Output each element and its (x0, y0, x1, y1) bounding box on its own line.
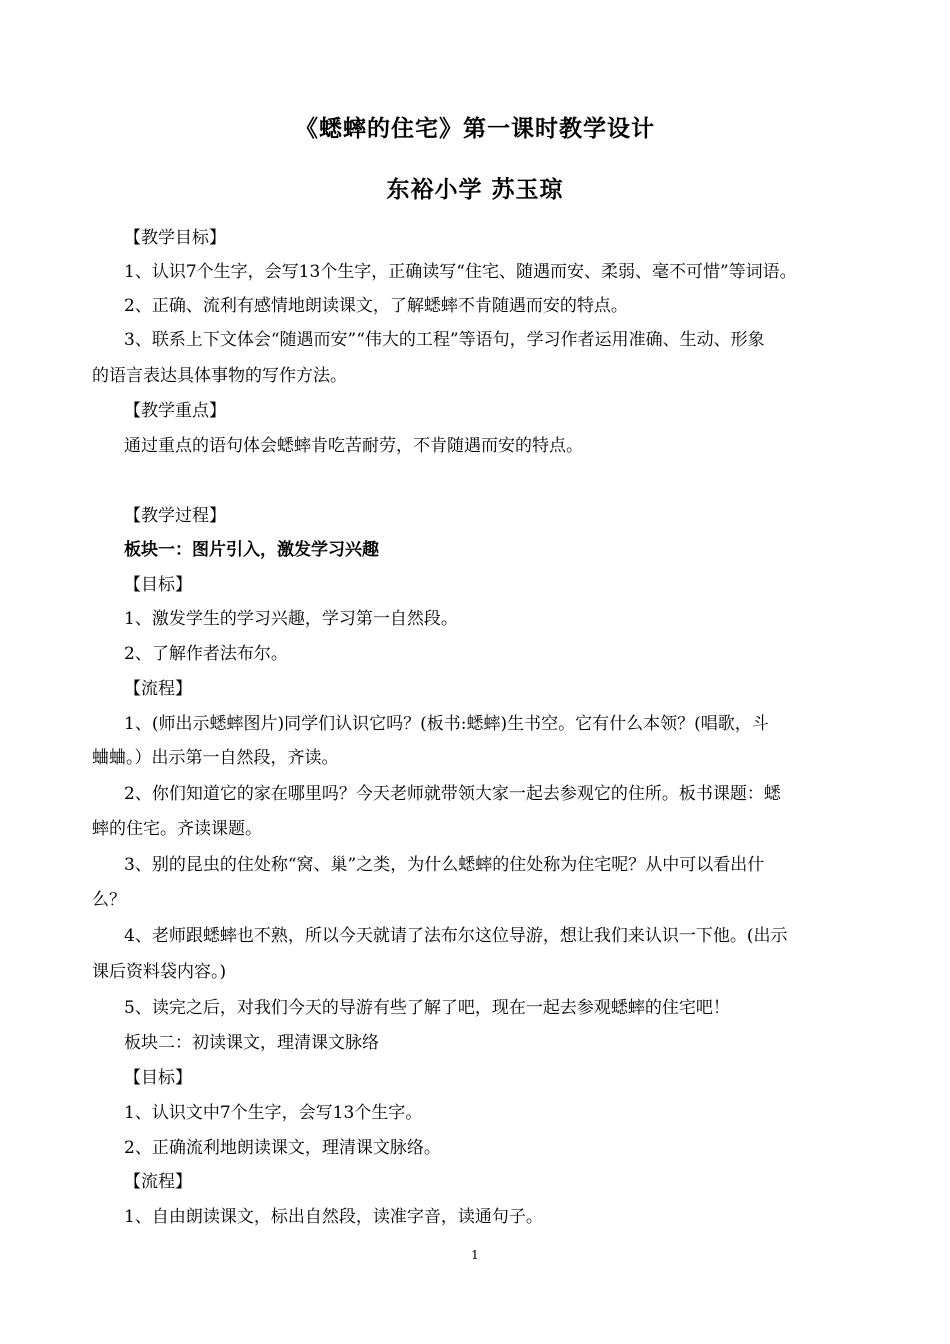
block-2-flow-1: 1、自由朗读课文，标出自然段，读准字音，读通句子。 (124, 1207, 543, 1227)
key-points-text: 通过重点的语句体会蟋蟀肯吃苦耐劳，不肯随遇而安的特点。 (124, 436, 583, 456)
block-1-goal-2: 2、了解作者法布尔。 (124, 644, 288, 664)
key-points-heading: 【教学重点】 (124, 401, 226, 421)
block-1-flow-3-line-2: 么？ (92, 890, 126, 910)
block-1-flow-1-line-2: 蛐蛐。）出示第一自然段，齐读。 (92, 748, 339, 768)
block-1-flow-5: 5、读完之后，对我们今天的导游有些了解了吧，现在一起去参观蟋蟀的住宅吧！ (124, 998, 730, 1018)
block-1-goal-heading: 【目标】 (124, 575, 192, 595)
goals-heading: 【教学目标】 (124, 228, 226, 248)
block-1-flow-4-line-1: 4、老师跟蟋蟀也不熟，所以今天就请了法布尔这位导游，想让我们来认识一下他。(出示 (124, 926, 788, 946)
block-1-flow-1-line-1: 1、(师出示蟋蟀图片)同学们认识它吗？(板书:蟋蟀)生书空。它有什么本领？(唱歌，斗 (124, 714, 769, 734)
document-title: 《蟋蟀的住宅》第一课时教学设计 (295, 116, 655, 142)
block-1-goal-1: 1、激发学生的学习兴趣，学习第一自然段。 (124, 609, 458, 629)
goal-item-3-line-1: 3、联系上下文体会“随遇而安”“伟大的工程”等语句，学习作者运用准确、生动、形象 (124, 330, 765, 350)
author-line: 东裕小学 苏玉琼 (386, 177, 564, 203)
page-number: 1 (471, 1248, 479, 1262)
block-1-title: 板块一：图片引入，激发学习兴趣 (124, 540, 379, 560)
goal-item-2: 2、正确、流利有感情地朗读课文，了解蟋蟀不肯随遇而安的特点。 (124, 296, 628, 316)
block-2-goal-1: 1、认识文中7个生字，会写13个生字。 (124, 1103, 423, 1123)
goal-item-1: 1、认识7个生字，会写13个生字，正确读写“住宅、随遇而安、柔弱、毫不可惜”等词语。 (124, 262, 797, 282)
block-2-title: 板块二：初读课文，理清课文脉络 (124, 1033, 379, 1053)
process-heading: 【教学过程】 (124, 506, 226, 526)
goal-item-3-line-2: 的语言表达具体事物的写作方法。 (92, 366, 347, 386)
block-2-goal-heading: 【目标】 (124, 1068, 192, 1088)
block-2-flow-heading: 【流程】 (124, 1172, 192, 1192)
block-1-flow-4-line-2: 课后资料袋内容。) (92, 962, 227, 982)
block-1-flow-3-line-1: 3、别的昆虫的住处称“窝、巢”之类，为什么蟋蟀的住处称为住宅呢？从中可以看出什 (124, 855, 765, 875)
block-1-flow-heading: 【流程】 (124, 679, 192, 699)
block-2-goal-2: 2、正确流利地朗读课文，理清课文脉络。 (124, 1138, 441, 1158)
block-1-flow-2-line-2: 蟀的住宅。齐读课题。 (92, 819, 262, 839)
block-1-flow-2-line-1: 2、你们知道它的家在哪里吗？今天老师就带领大家一起去参观它的住所。板书课题：蟋 (124, 784, 781, 804)
